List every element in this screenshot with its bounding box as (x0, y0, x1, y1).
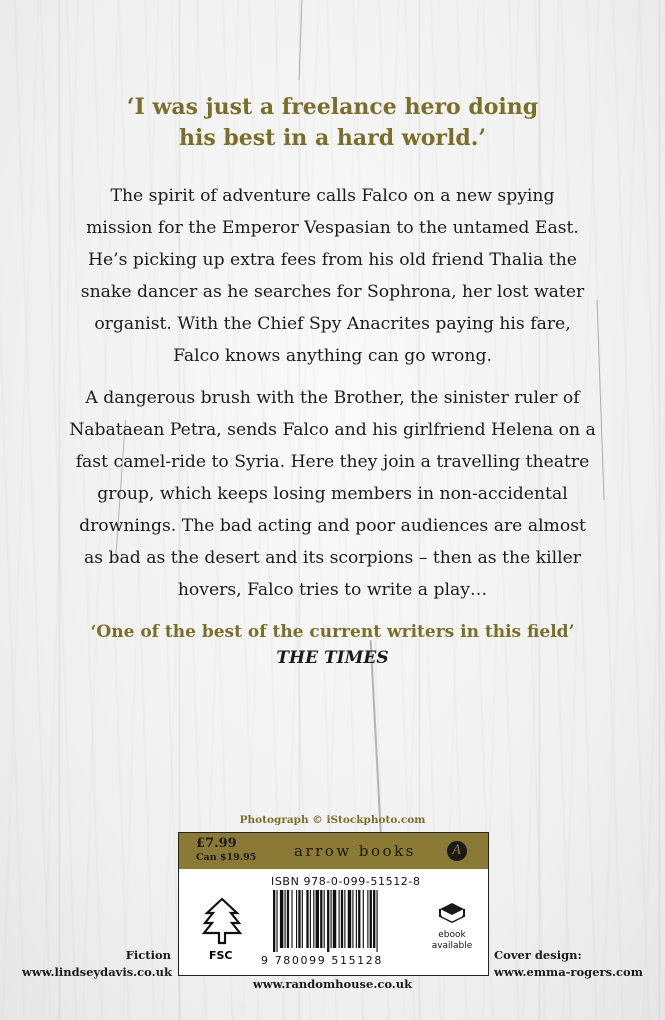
blurb-line: A dangerous brush with the Brother, the sinister ruler of (85, 388, 580, 408)
blurb-line: fast camel-ride to Syria. Here they join a travelling theatre (75, 452, 590, 472)
review-quote: ‘One of the best of the current writers in this field’ (90, 622, 575, 642)
blurb-line: snake dancer as he searches for Sophrona, her lost water (80, 282, 585, 302)
barcode-bar (356, 890, 357, 948)
barcode-bar (324, 890, 325, 948)
genre-label: Fiction (125, 948, 171, 962)
ebook-label-line-2: available (431, 941, 473, 951)
ebook-reader-icon (436, 897, 468, 927)
price-canada: Can $19.95 (196, 852, 257, 863)
blurb-line: hovers, Falco tries to write a play… (177, 580, 488, 600)
review-source: THE TIMES (276, 648, 389, 668)
blurb-line: drownings. The bad acting and poor audiences are almost (79, 516, 586, 536)
fsc-tree-icon (199, 893, 245, 955)
blurb-line: as bad as the desert and its scorpions – then as the killer (84, 548, 581, 568)
barcode-bar (296, 890, 297, 948)
barcode-number: 9 780099 515128 (261, 954, 383, 967)
blurb-line: The spirit of adventure calls Falco on a new spying (110, 186, 555, 206)
barcode-bar (280, 890, 283, 948)
barcode-bar (306, 890, 308, 948)
blurb-line: mission for the Emperor Vespasian to the untamed East. (86, 218, 579, 238)
barcode-bar (333, 890, 336, 948)
ebook-available-label (428, 930, 476, 952)
blurb-line: Nabataean Petra, sends Falco and his girlfriend Helena on a (69, 420, 596, 440)
photo-credit: Photograph © iStockphoto.com (239, 814, 426, 826)
barcode-bar (358, 890, 360, 948)
isbn-text: ISBN 978-0-099-51512-8 (271, 875, 421, 888)
barcode-bar (327, 890, 329, 952)
barcode-bar (348, 890, 351, 948)
barcode-bar (285, 890, 286, 948)
barcode-bar (276, 890, 277, 952)
price-uk: £7.99 (196, 836, 237, 851)
blurb-line: He’s picking up extra fees from his old friend Thalia the (88, 250, 577, 270)
barcode-bar (370, 890, 372, 948)
tagline-quote (0, 92, 665, 154)
barcode-bar (313, 890, 314, 948)
barcode-bar (316, 890, 319, 948)
barcode-bar (377, 890, 378, 952)
cover-design-label: Cover design: (494, 948, 582, 962)
barcode-bar (339, 890, 340, 948)
fsc-label: FSC (209, 949, 233, 962)
publisher-website-link[interactable]: www.randomhouse.co.uk (252, 977, 413, 991)
barcode-bar (298, 890, 300, 948)
barcode-bar (352, 890, 353, 948)
tagline-line-2: his best in a hard world.’ (178, 125, 487, 151)
barcode-bar (310, 890, 311, 948)
barcode-bar (320, 890, 322, 948)
blurb-paragraph-1 (0, 180, 665, 372)
footer-right (494, 947, 664, 981)
designer-website-link[interactable]: www.emma-rogers.com (494, 965, 643, 979)
blurb-line: Falco knows anything can go wrong. (173, 346, 492, 366)
barcode-bar (287, 890, 289, 948)
blurb-line: organist. With the Chief Spy Anacrites paying his fare, (94, 314, 571, 334)
barcode-bar (344, 890, 345, 948)
barcode-bar (291, 890, 292, 948)
barcode-bar (273, 890, 275, 952)
publisher-logo-icon: A (447, 841, 467, 861)
barcode-bar (302, 890, 303, 948)
barcode-bar (367, 890, 368, 948)
blurb-paragraph-2 (0, 382, 665, 606)
ebook-label-line-1: ebook (438, 930, 466, 940)
price-band (179, 833, 488, 869)
publisher-name: arrow books (294, 842, 416, 860)
blurb-line: group, which keeps losing members in non-accidental (97, 484, 568, 504)
barcode-panel (178, 832, 489, 976)
barcode-bar (363, 890, 364, 948)
wood-crack (299, 0, 303, 80)
barcode (271, 890, 421, 952)
author-website-link[interactable]: www.lindseydavis.co.uk (22, 965, 172, 979)
barcode-bar (331, 890, 332, 948)
barcode-bar (373, 890, 375, 948)
tagline-line-1: ‘I was just a freelance hero doing (126, 94, 539, 120)
barcode-bar (341, 890, 343, 948)
